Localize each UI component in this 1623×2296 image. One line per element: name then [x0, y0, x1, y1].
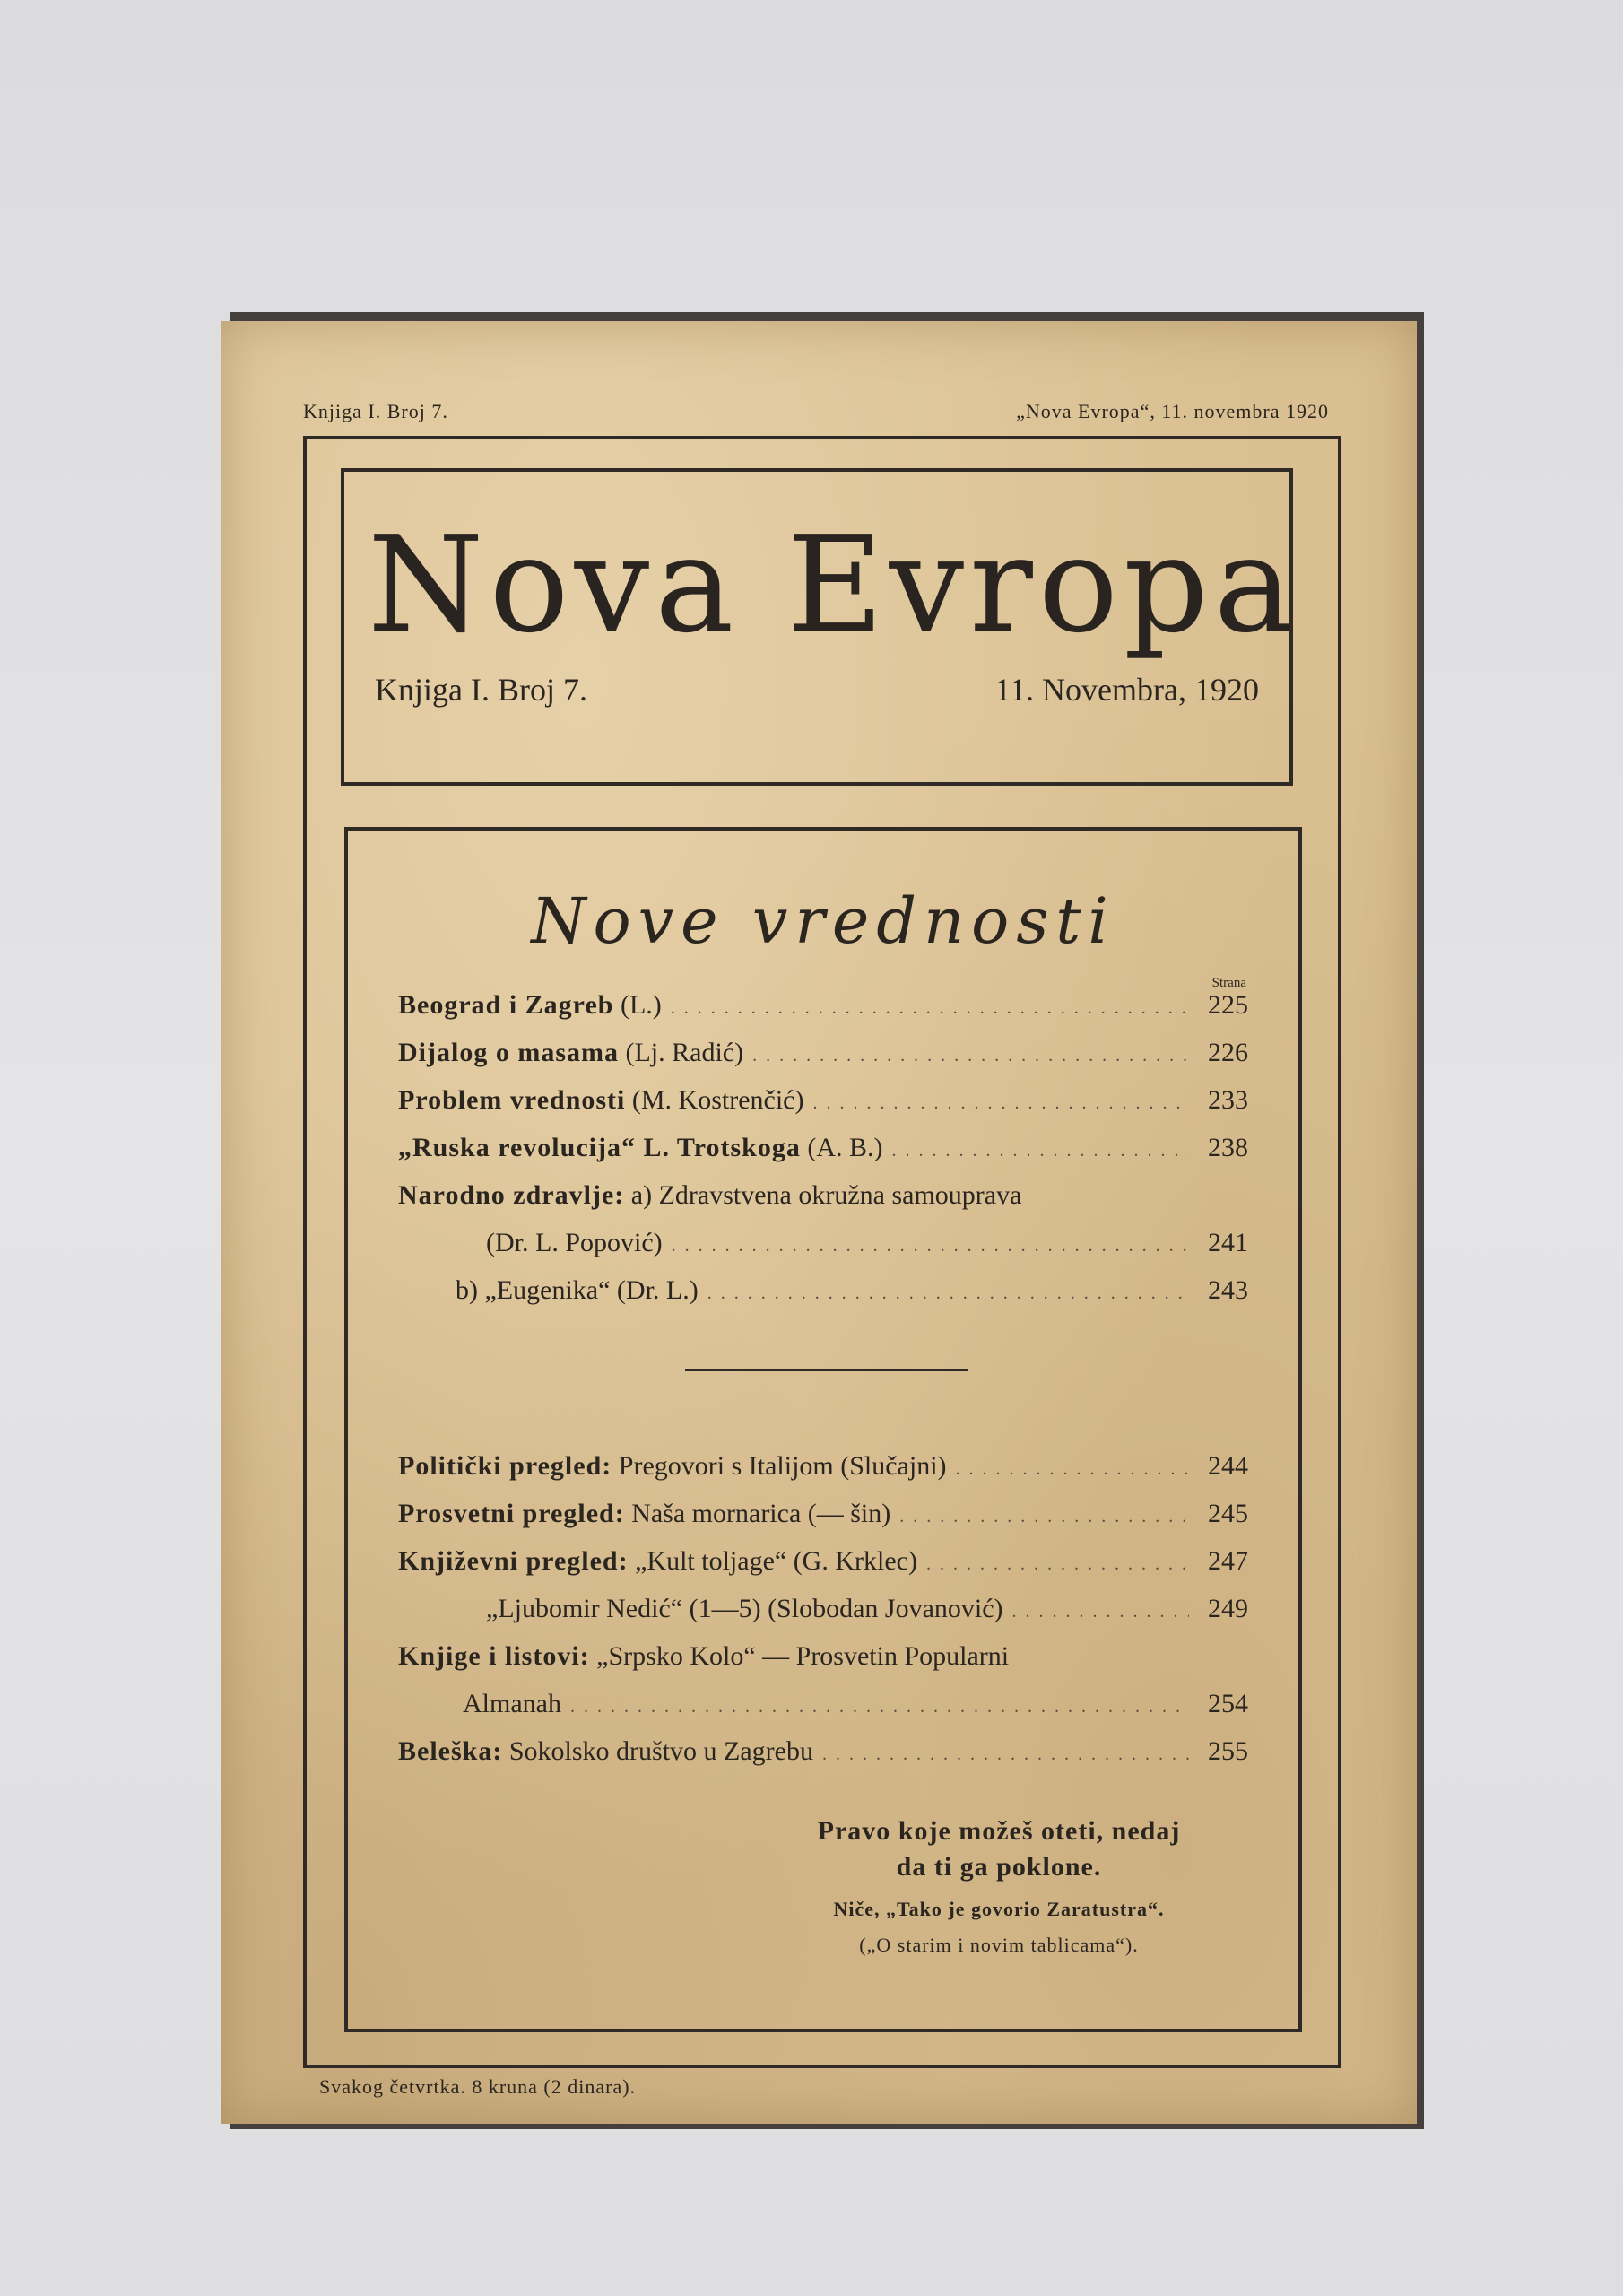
toc-entry-rest: b) „Eugenika“ (Dr. L.)	[456, 1275, 699, 1305]
toc-entry-rest: (A. B.)	[800, 1133, 883, 1162]
toc-entry	[398, 1228, 1248, 1264]
toc-page-number: 254	[1208, 1689, 1248, 1718]
toc-entry	[398, 1641, 1248, 1677]
toc-entry-rest: (M. Kostrenčić)	[625, 1085, 804, 1115]
toc-entry-bold: Politički pregled:	[398, 1451, 612, 1481]
epigraph-source: Niče, „Tako je govorio Zaratustra“.	[833, 1898, 1165, 1920]
toc-entry-bold: Beograd i Zagreb	[398, 990, 614, 1020]
leader-dots	[707, 1283, 1189, 1304]
leader-dots	[1012, 1602, 1189, 1622]
toc-entry	[398, 1499, 1248, 1535]
leader-dots	[752, 1046, 1189, 1066]
masthead-title: Nova Evropa	[368, 508, 1298, 662]
leader-dots	[956, 1459, 1189, 1480]
toc-entry-bold: Beleška:	[398, 1736, 503, 1766]
toc-entry-rest: a) Zdravstvena okružna samouprava	[624, 1180, 1022, 1210]
leader-dots	[813, 1093, 1190, 1114]
toc-entry	[398, 1180, 1248, 1216]
toc-page-number: 249	[1208, 1594, 1248, 1623]
toc-entry-bold: Književni pregled:	[398, 1546, 629, 1576]
section-title: Nove vrednosti	[531, 884, 1115, 958]
toc-entry-rest: Naša mornarica (— šin)	[624, 1499, 891, 1528]
toc-page-number: 226	[1208, 1038, 1248, 1067]
toc-page-number: 244	[1208, 1451, 1248, 1481]
toc-page-number: 243	[1208, 1275, 1248, 1305]
epigraph-line-1: Pravo koje možeš oteti, nedaj	[817, 1816, 1181, 1846]
leader-dots	[892, 1141, 1190, 1161]
contents-box	[344, 827, 1302, 2032]
toc-entry-rest: „Ljubomir Nedić“ (1—5) (Slobodan Jovanović)	[486, 1594, 1003, 1623]
epigraph-source-detail: („O starim i novim tablicama“).	[859, 1934, 1139, 1956]
toc-entry	[398, 1451, 1248, 1487]
toc-entry-rest: (L.)	[613, 990, 662, 1020]
page-column-label: Strana	[1211, 976, 1246, 990]
toc-entry	[398, 1546, 1248, 1582]
masthead-date: 11. Novembra, 1920	[994, 672, 1259, 708]
toc-entry-bold: Knjige i listovi:	[398, 1641, 590, 1671]
toc-entry	[398, 990, 1248, 1026]
toc-entry-bold: Narodno zdravlje:	[398, 1180, 625, 1210]
toc-page-number: 238	[1208, 1133, 1248, 1162]
running-header-left: Knjiga I. Broj 7.	[303, 400, 448, 422]
toc-entry	[398, 1594, 1248, 1630]
toc-page-number: 247	[1208, 1546, 1248, 1576]
magazine-cover	[221, 321, 1417, 2124]
toc-entry-bold: Dijalog o masama	[398, 1038, 619, 1067]
leader-dots	[671, 998, 1189, 1019]
toc-entry-rest: Pregovori s Italijom (Slučajni)	[612, 1451, 947, 1481]
masthead-volume: Knjiga I. Broj 7.	[375, 672, 587, 708]
epigraph-line-2: da ti ga poklone.	[896, 1852, 1102, 1882]
price-footer: Svakog četvrtka. 8 kruna (2 dinara).	[319, 2075, 637, 2098]
toc-entry	[398, 1038, 1248, 1074]
toc-entry-bold: Prosvetni pregled:	[398, 1499, 625, 1528]
toc-entry-rest: Almanah	[463, 1689, 561, 1718]
toc-page-number: 225	[1208, 990, 1248, 1020]
running-header-right: „Nova Evropa“, 11. novembra 1920	[1016, 400, 1329, 422]
leader-dots	[822, 1744, 1189, 1765]
leader-dots	[672, 1236, 1189, 1257]
toc-entry	[398, 1689, 1248, 1725]
toc-entry-rest: Sokolsko društvo u Zagrebu	[502, 1736, 813, 1766]
toc-page-number: 245	[1208, 1499, 1248, 1528]
masthead-box	[341, 468, 1298, 786]
toc-entry-rest: „Kult toljage“ (G. Krklec)	[628, 1546, 917, 1576]
toc-entry-bold: Problem vrednosti	[398, 1085, 626, 1115]
leader-dots	[570, 1697, 1189, 1718]
toc-entry	[398, 1085, 1248, 1121]
toc-entry	[398, 1736, 1248, 1772]
leader-dots	[899, 1507, 1189, 1527]
toc-entry	[398, 1133, 1248, 1169]
toc-entry-rest: (Dr. L. Popović)	[486, 1228, 663, 1257]
toc-entry-rest: (Lj. Radić)	[618, 1038, 744, 1067]
leader-dots	[926, 1554, 1189, 1575]
epigraph	[748, 1813, 1250, 1885]
toc-entry-rest: „Srpsko Kolo“ — Prosvetin Popularni	[589, 1641, 1010, 1671]
toc-page-number: 241	[1208, 1228, 1248, 1257]
section-separator-rule	[685, 1369, 968, 1371]
toc-entry	[398, 1275, 1248, 1311]
toc-entry-bold: „Ruska revolucija“ L. Trotskoga	[398, 1133, 801, 1162]
toc-page-number: 255	[1208, 1736, 1248, 1766]
toc-page-number: 233	[1208, 1085, 1248, 1115]
